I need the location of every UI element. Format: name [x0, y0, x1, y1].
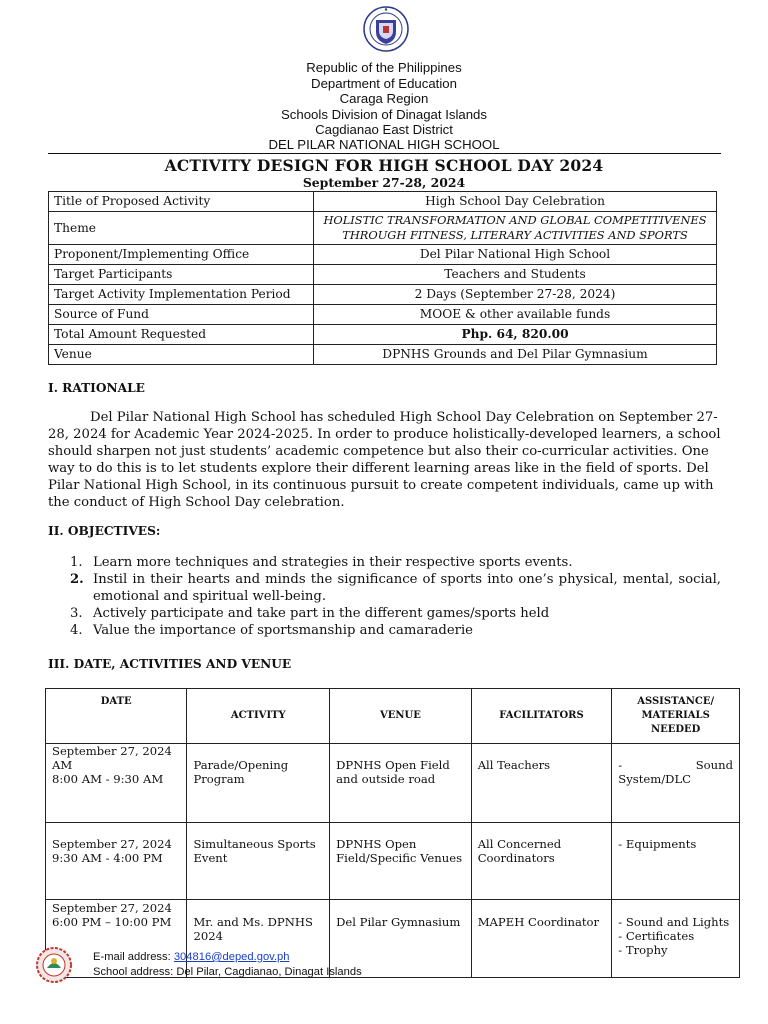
- col-header-activity: ACTIVITY: [187, 689, 330, 744]
- table-row: [46, 823, 740, 900]
- footer: [93, 950, 362, 980]
- school-name: DEL PILAR NATIONAL HIGH SCHOOL: [268, 137, 500, 152]
- info-label: Target Activity Implementation Period: [49, 285, 314, 305]
- list-item: [48, 572, 721, 606]
- header-line-2: Department of Education: [311, 75, 457, 91]
- cell-venue: DPNHS Open Field and outside road: [330, 744, 472, 823]
- document-subtitle: September 27-28, 2024: [302, 175, 466, 190]
- info-value: Teachers and Students: [314, 265, 717, 285]
- info-label: Proponent/Implementing Office: [49, 245, 314, 265]
- info-row: [49, 245, 717, 265]
- item-number: 3.: [70, 605, 83, 621]
- info-label: Venue: [49, 345, 314, 365]
- cell-activity: Simultaneous Sports Event: [187, 823, 330, 900]
- info-row: [49, 212, 717, 245]
- cell-facilitators: All Teachers: [471, 744, 612, 823]
- schedule-header-row: [46, 689, 740, 744]
- rationale-heading: I. RATIONALE: [48, 381, 145, 395]
- info-value-amount: Php. 64, 820.00: [314, 325, 717, 345]
- info-value: High School Day Celebration: [314, 192, 717, 212]
- email-label: E-mail address:: [93, 951, 174, 963]
- rationale-text: Del Pilar National High School has scheduled High School Day Celebration on September 27-28, 2024 for Academic Year 2024-2025. In order to produce holistically-developed learners, a school should sharpen not just students’ academic competence but also their co-curricular activities. One way to do this is to let students explore their different learning areas like in the field of sports. Del Pilar National High School, in its continuous pursuit to create competent individuals, came up with the conduct of High School Day celebration.: [48, 410, 721, 510]
- date-line: September 27, 2024: [52, 744, 172, 758]
- info-row: [49, 192, 717, 212]
- materials-text: - Trophy: [618, 943, 668, 957]
- col-header-venue: VENUE: [330, 689, 472, 744]
- item-text: Value the importance of sportsmanship and camaraderie: [93, 622, 473, 638]
- info-label: Title of Proposed Activity: [49, 192, 314, 212]
- cell-date: [46, 823, 187, 900]
- document-title: ACTIVITY DESIGN FOR HIGH SCHOOL DAY 2024: [164, 156, 604, 175]
- materials-bullet: -: [618, 758, 623, 772]
- cell-date: [46, 744, 187, 823]
- cell-materials: - Equipments: [612, 823, 740, 900]
- info-row: [49, 285, 717, 305]
- info-value: Del Pilar National High School: [314, 245, 717, 265]
- info-value-theme: HOLISTIC TRANSFORMATION AND GLOBAL COMPETITIVENES THROUGH FITNESS, LITERARY ACTIVITIES AND SPORTS: [314, 212, 717, 245]
- school-logo-icon: [36, 947, 72, 983]
- email-link[interactable]: 304816@deped.gov.ph: [173, 951, 290, 963]
- table-row: [46, 744, 740, 823]
- footer-email-line: [93, 950, 362, 965]
- header-divider: [48, 153, 721, 154]
- cell-facilitators: All Concerned Coordinators: [471, 823, 612, 900]
- info-row: [49, 325, 717, 345]
- col-header-date: DATE: [46, 689, 187, 744]
- item-text: Actively participate and take part in the different games/sports held: [93, 605, 550, 621]
- info-row: [49, 305, 717, 325]
- info-label: Total Amount Requested: [49, 325, 314, 345]
- date-line: September 27, 2024: [52, 901, 172, 915]
- cell-venue: Del Pilar Gymnasium: [330, 900, 472, 978]
- col-header-facilitators: FACILITATORS: [471, 689, 612, 744]
- col-header-materials: ASSISTANCE/ MATERIALS NEEDED: [612, 689, 740, 744]
- header-line-4: Schools Division of Dinagat Islands: [281, 106, 487, 122]
- item-text: Instil in their hearts and minds the significance of sports into one’s physical, mental, social, emotional and spiritual well-being.: [93, 571, 721, 604]
- date-line: AM: [52, 758, 73, 772]
- activity-info-table: [48, 191, 717, 365]
- objectives-list: [48, 555, 721, 640]
- date-line: 6:00 PM – 10:00 PM: [52, 915, 172, 929]
- schedule-heading: III. DATE, ACTIVITIES AND VENUE: [48, 657, 292, 671]
- info-row: [49, 265, 717, 285]
- header-line-5: Cagdianao East District: [315, 122, 453, 137]
- item-number: 2.: [70, 571, 84, 587]
- item-text: Learn more techniques and strategies in their respective sports events.: [93, 555, 573, 570]
- info-row: [49, 345, 717, 365]
- deped-seal-icon: [363, 6, 409, 52]
- schedule-table: [45, 688, 740, 978]
- info-label: Theme: [49, 212, 314, 245]
- date-line: 9:30 AM - 4:00 PM: [52, 851, 163, 865]
- cell-venue: DPNHS Open Field/Specific Venues: [330, 823, 472, 900]
- list-item: [48, 623, 721, 640]
- materials-line: [618, 758, 733, 772]
- date-line: 8:00 AM - 9:30 AM: [52, 772, 164, 786]
- cell-activity: Mr. and Ms. DPNHS 2024: [187, 900, 330, 978]
- header-line-3: Caraga Region: [339, 91, 429, 106]
- item-number: 4.: [70, 622, 83, 638]
- header-line-1: Republic of the Philippines: [306, 60, 462, 75]
- objectives-heading: II. OBJECTIVES:: [48, 524, 161, 538]
- info-value: DPNHS Grounds and Del Pilar Gymnasium: [314, 345, 717, 365]
- info-value: MOOE & other available funds: [314, 305, 717, 325]
- info-value: 2 Days (September 27-28, 2024): [314, 285, 717, 305]
- list-item: [48, 555, 721, 572]
- materials-text: System/DLC: [618, 772, 692, 786]
- item-number: 1.: [70, 555, 83, 570]
- cell-materials: [612, 744, 740, 823]
- cell-facilitators: MAPEH Coordinator: [471, 900, 612, 978]
- materials-text: Sound: [695, 758, 733, 772]
- info-label: Target Participants: [49, 265, 314, 285]
- info-label: Source of Fund: [49, 305, 314, 325]
- rationale-paragraph: [48, 410, 721, 511]
- school-address: School address: Del Pilar, Cagdianao, Dinagat Islands: [93, 966, 362, 978]
- cell-activity: Parade/Opening Program: [187, 744, 330, 823]
- list-item: [48, 606, 721, 623]
- materials-text: - Certificates: [618, 929, 695, 943]
- cell-materials: [612, 900, 740, 978]
- date-line: September 27, 2024: [52, 837, 172, 851]
- materials-text: - Sound and Lights: [618, 915, 730, 929]
